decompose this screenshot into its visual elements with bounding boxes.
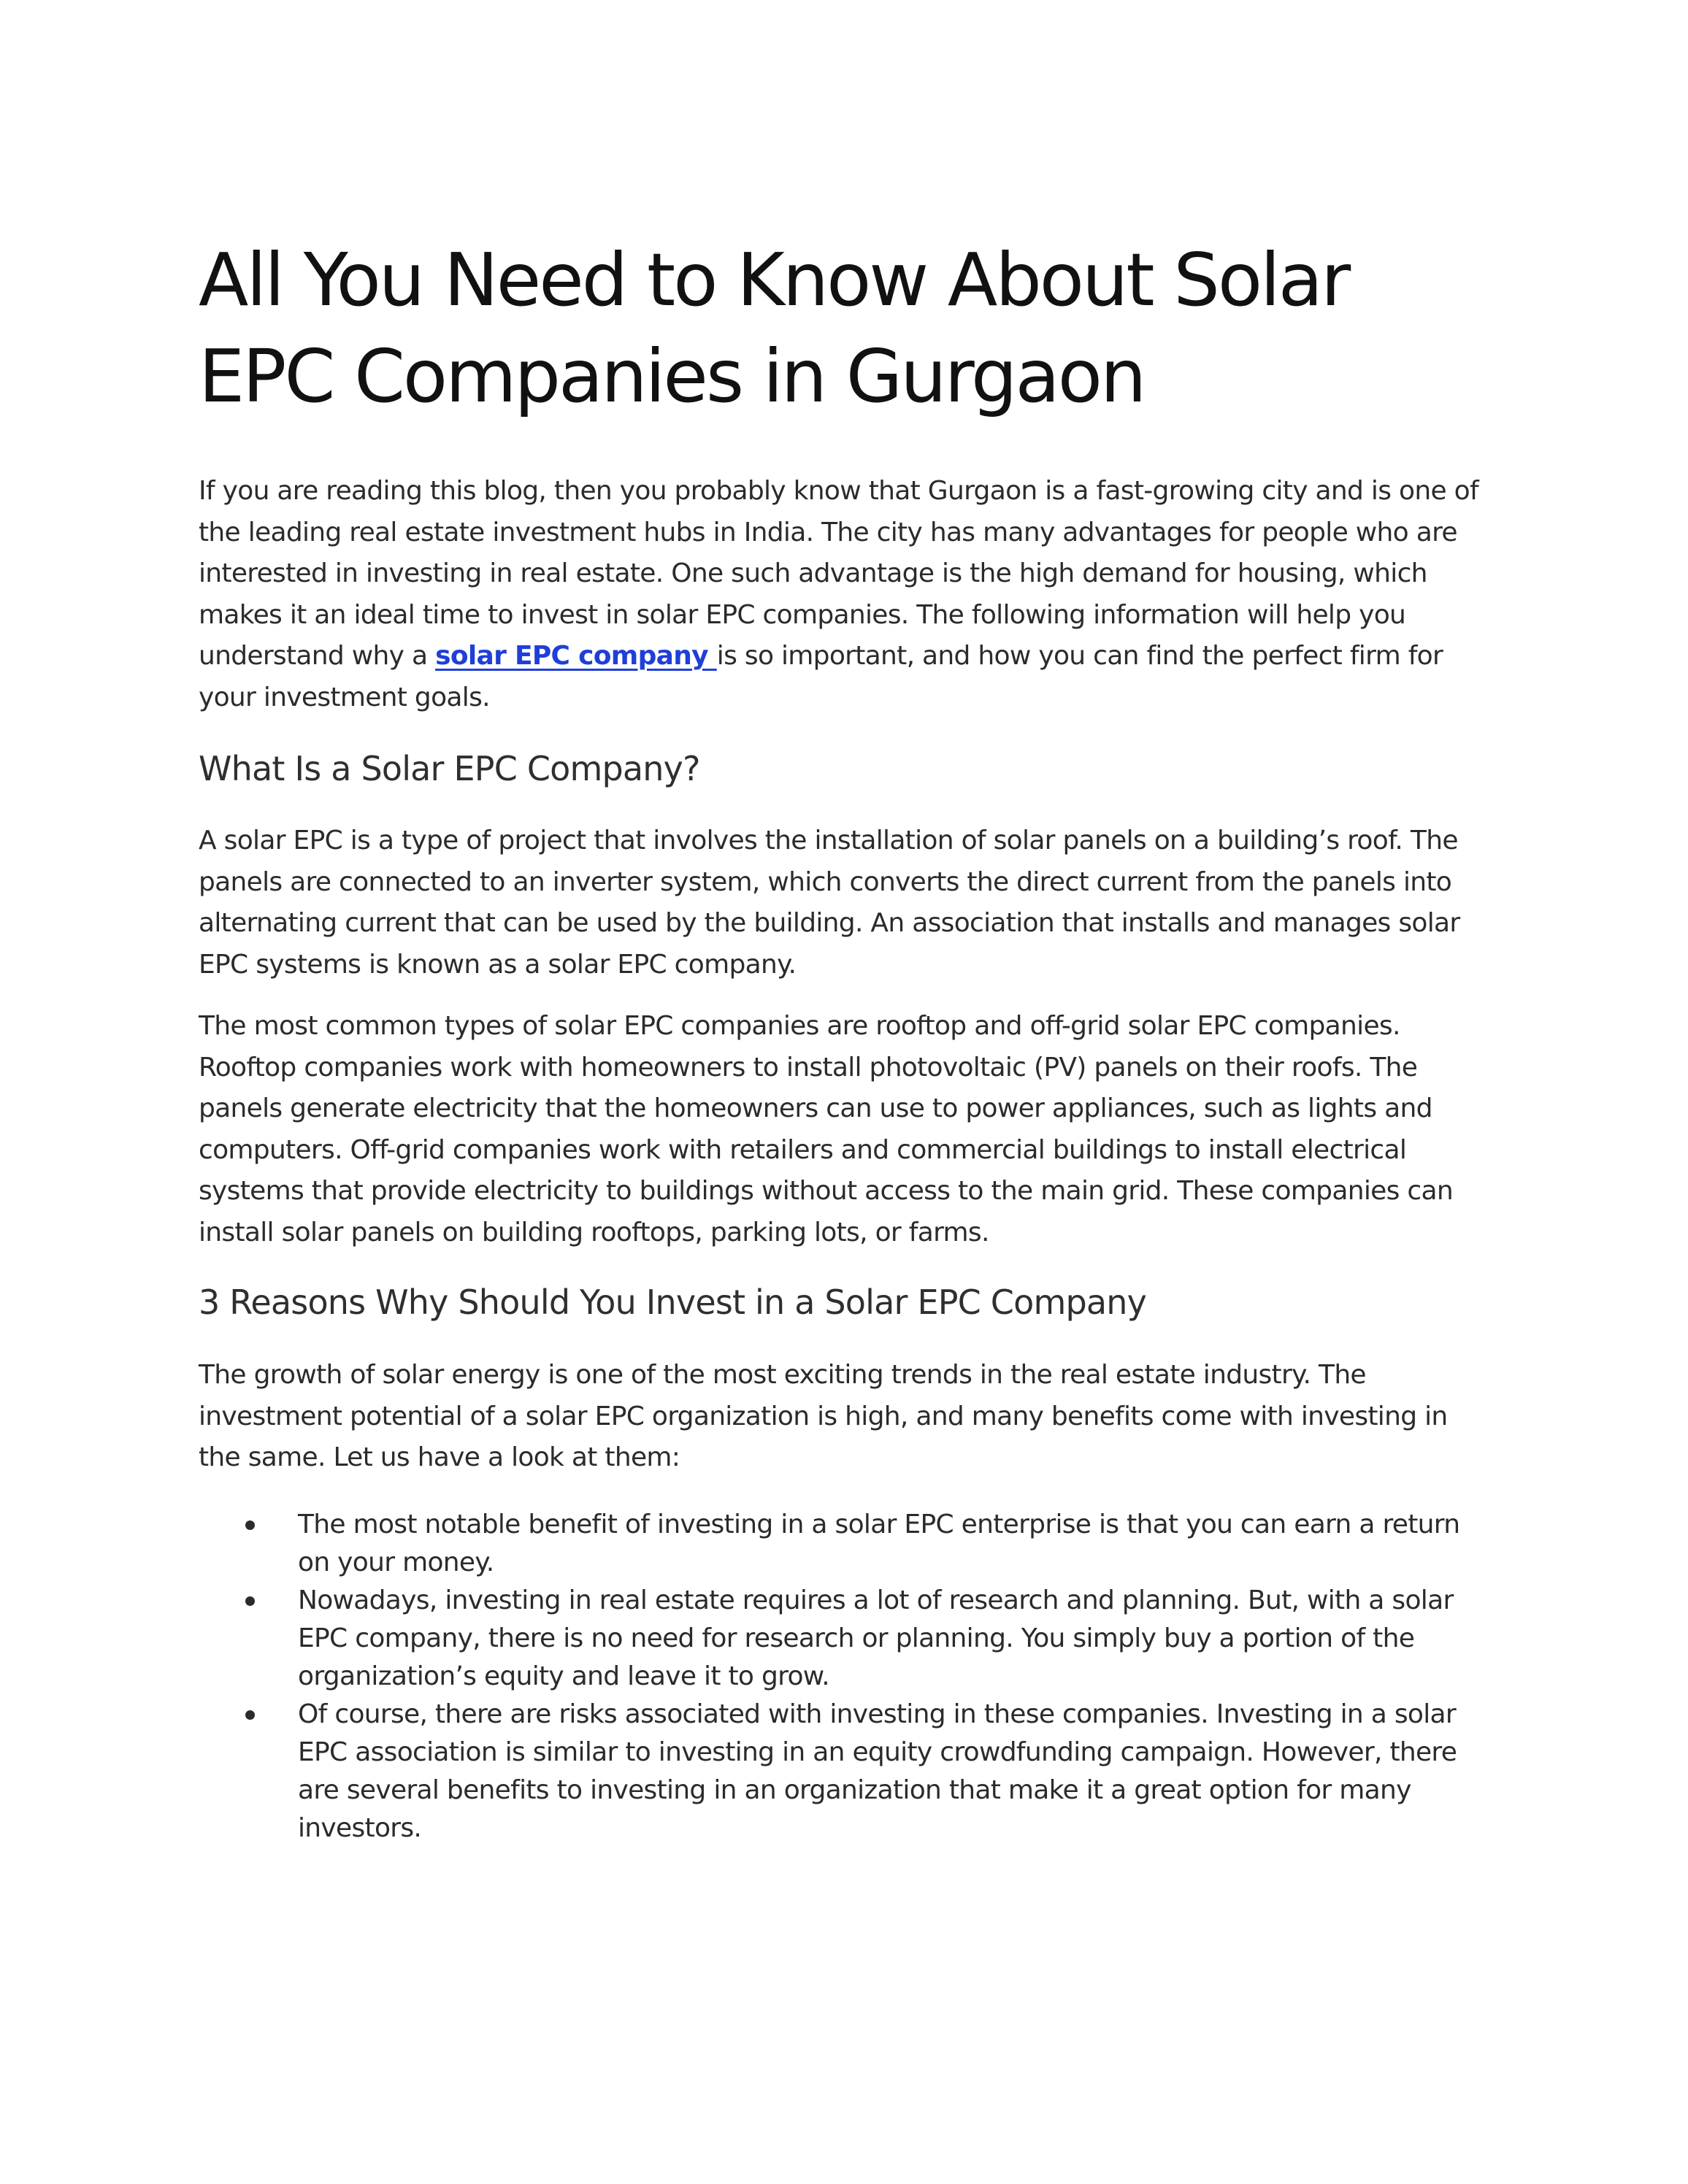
section1-paragraph-1: A solar EPC is a type of project that involves the installation of solar panels on a building’s roof. The panels are connected to an inverter system, which converts the direct current from the panels into alternating current that can be used by the building. An association that installs and manages solar EPC systems is known as a solar EPC company. xyxy=(199,826,1460,980)
section2-paragraph-1: The growth of solar energy is one of the most exciting trends in the real estate industry. The investment potential of a solar EPC organization is high, and many benefits come with investing in the same. Let us have a look at them: xyxy=(199,1360,1448,1472)
bullet-icon xyxy=(245,1710,255,1720)
list-item-text: The most notable benefit of investing in a solar EPC enterprise is that you can earn a return on your money. xyxy=(298,1510,1460,1577)
intro-text-before-link: If you are reading this blog, then you probably know that Gurgaon is a fast-growing city and is one of the leading real estate investment hubs in India. The city has many advantages for people who are interested in investing in real estate. One such advantage is the high demand for housing, which makes it an ideal time to invest in solar EPC companies. The following information will help you understand why a xyxy=(199,476,1478,671)
list-item-text: Nowadays, investing in real estate requires a lot of research and planning. But, with a solar EPC company, there is no need for research or planning. You simply buy a portion of the organization’s equity and leave it to grow. xyxy=(298,1585,1454,1691)
bullet-icon xyxy=(245,1520,255,1530)
article-title: All You Need to Know About Solar EPC Companies in Gurgaon xyxy=(199,237,1349,419)
section-heading-reasons: 3 Reasons Why Should You Invest in a Solar EPC Company xyxy=(199,1283,1147,1322)
list-item xyxy=(199,1506,1484,1582)
list-item xyxy=(199,1582,1484,1696)
intro-paragraph xyxy=(199,471,1484,718)
bullet-icon xyxy=(245,1596,255,1606)
solar-epc-company-link[interactable]: solar EPC company xyxy=(435,641,717,671)
section-heading-what-is: What Is a Solar EPC Company? xyxy=(199,749,700,788)
intro-text-after-link: is so important, and how you can find the perfect firm for your investment goals. xyxy=(199,641,1443,712)
list-item-text: Of course, there are risks associated with investing in these companies. Investing in a solar EPC association is similar to investing in an equity crowdfunding campaign. However, there are several benefits to investing in an organization that make it a great option for many investors. xyxy=(298,1699,1457,1843)
list-item xyxy=(199,1696,1484,1847)
section1-paragraph-2: The most common types of solar EPC companies are rooftop and off-grid solar EPC companies. Rooftop companies work with homeowners to install photovoltaic (PV) panels on their roofs. The panels generate electricity that the homeowners can use to power appliances, such as lights and computers. Off-grid companies work with retailers and commercial buildings to install electrical systems that provide electricity to buildings without access to the main grid. These companies can install solar panels on building rooftops, parking lots, or farms. xyxy=(199,1011,1453,1247)
reasons-list xyxy=(199,1506,1484,1847)
